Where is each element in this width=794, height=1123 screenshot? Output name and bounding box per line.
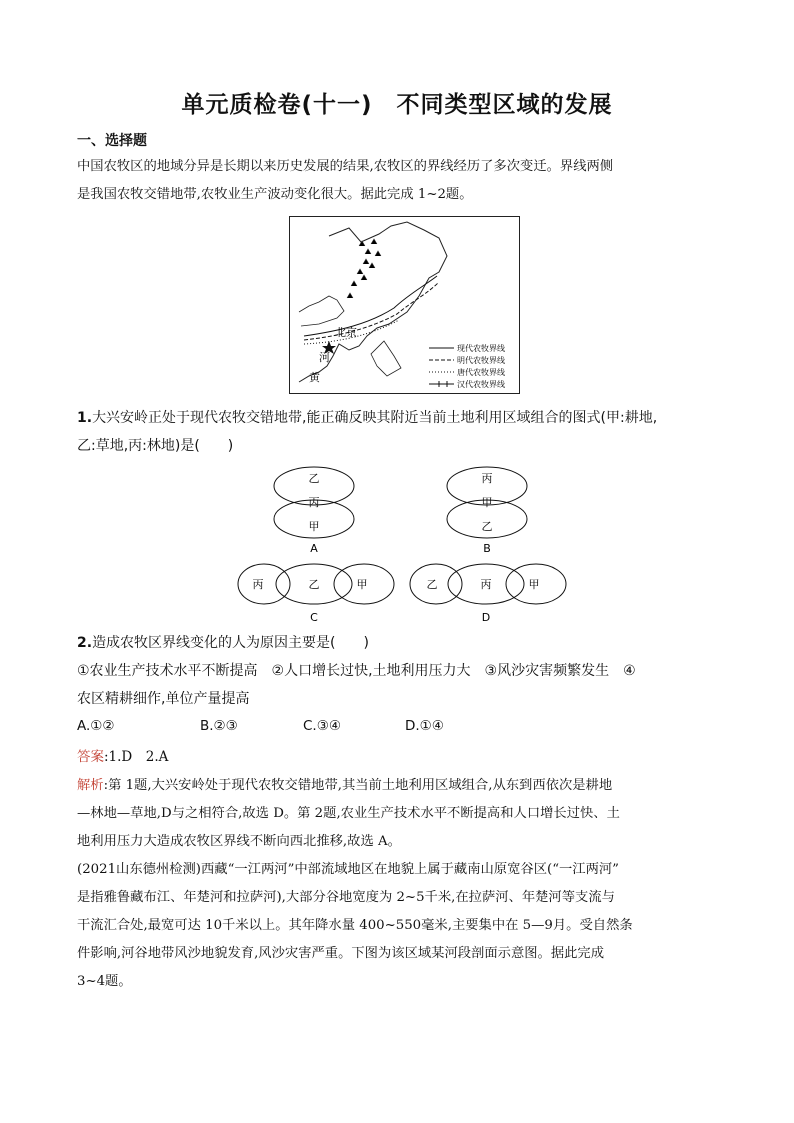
question-2	[77, 629, 737, 713]
analysis-line: 地利用压力大造成农牧区界线不断向西北推移,故选 A。	[77, 834, 401, 849]
legend-item: 明代农牧界线	[457, 356, 505, 365]
venn-d	[408, 563, 568, 629]
legend-item: 汉代农牧界线	[457, 380, 505, 389]
venn-c	[236, 563, 396, 629]
venn-d-label: D	[481, 611, 491, 624]
section-heading: 一、选择题	[77, 133, 147, 149]
passage-line: 是指雅鲁藏布江、年楚河和拉萨河),大部分谷地宽度为 2~5千米,在拉萨河、年楚河等支流与	[77, 890, 615, 905]
legend-item: 唐代农牧界线	[457, 368, 505, 377]
passage-line: (2021山东德州检测)西藏“一江两河”中部流域地区在地貌上属于藏南山原宽谷区(“一江两河”	[77, 862, 619, 877]
analysis-label: 解析	[77, 778, 104, 793]
passage-line: 3~4题。	[77, 974, 132, 989]
answer-line	[77, 745, 168, 765]
q2-number: 2.	[77, 635, 93, 651]
he-label: 河	[319, 351, 330, 364]
venn-d-item: 乙	[426, 578, 438, 591]
page-title: 单元质检卷(十一) 不同类型区域的发展	[181, 92, 613, 118]
q2-choices-line: 农区精耕细作,单位产量提高	[77, 691, 250, 707]
option-b: B.②③	[200, 718, 238, 734]
intro-line: 中国农牧区的地域分异是长期以来历史发展的结果,农牧区的界线经历了多次变迁。界线两侧	[77, 159, 614, 174]
venn-c-label: C	[310, 611, 318, 624]
analysis-line: :第 1题,大兴安岭处于现代农牧交错地带,其当前土地利用区域组合,从东到西依次是耕地	[103, 778, 613, 793]
intro-paragraph	[77, 153, 727, 209]
venn-a-item: 甲	[308, 520, 320, 533]
q1-text: 大兴安岭正处于现代农牧交错地带,能正确反映其附近当前土地利用区域组合的图式(甲:耕地,	[92, 410, 658, 426]
venn-c-item: 乙	[308, 578, 320, 591]
venn-b-item: 甲	[481, 496, 493, 509]
option-c: C.③④	[303, 718, 341, 734]
venn-b	[445, 466, 529, 560]
q2-choices-line: ①农业生产技术水平不断提高 ②人口增长过快,土地利用压力大 ③风沙灾害频繁发生 ④	[77, 663, 636, 679]
passage-line: 干流汇合处,最宽可达 10千米以上。其年降水量 400~550毫米,主要集中在 5—9月。受自然条	[77, 918, 633, 933]
venn-c-item: 甲	[356, 578, 368, 591]
answer-label: 答案	[77, 749, 104, 765]
analysis-line: —林地—草地,D与之相符合,故选 D。第 2题,农业生产技术水平不断提高和人口增长过快、土	[77, 806, 620, 821]
answer-text: :1.D 2.A	[104, 749, 169, 765]
venn-c-item: 丙	[252, 578, 264, 591]
q2-stem: 造成农牧区界线变化的人为原因主要是( )	[92, 635, 369, 651]
legend-item: 现代农牧界线	[457, 344, 505, 353]
beijing-label: 北京	[335, 326, 357, 339]
venn-b-label: B	[483, 542, 491, 555]
intro-line: 是我国农牧交错地带,农牧业生产波动变化很大。据此完成 1~2题。	[77, 187, 473, 202]
q1-text: 乙:草地,丙:林地)是( )	[77, 438, 234, 454]
venn-a	[272, 466, 356, 560]
venn-b-item: 丙	[481, 472, 493, 485]
huang-label: 黄	[309, 371, 320, 384]
northeast-china-map	[289, 216, 520, 394]
venn-d-item: 甲	[528, 578, 540, 591]
option-a: A.①②	[77, 718, 115, 734]
passage-2	[77, 856, 727, 996]
venn-a-item: 乙	[308, 472, 320, 485]
analysis-paragraph	[77, 772, 727, 856]
option-d: D.①④	[405, 718, 444, 734]
passage-line: 件影响,河谷地带风沙地貌发育,风沙灾害严重。下图为该区域某河段剖面示意图。据此完成	[77, 946, 605, 961]
venn-b-item: 乙	[481, 520, 493, 533]
q1-number: 1.	[77, 410, 93, 426]
venn-a-item: 丙	[308, 496, 320, 509]
venn-d-item: 丙	[480, 578, 492, 591]
question-1	[77, 404, 737, 460]
venn-a-label: A	[310, 542, 318, 555]
